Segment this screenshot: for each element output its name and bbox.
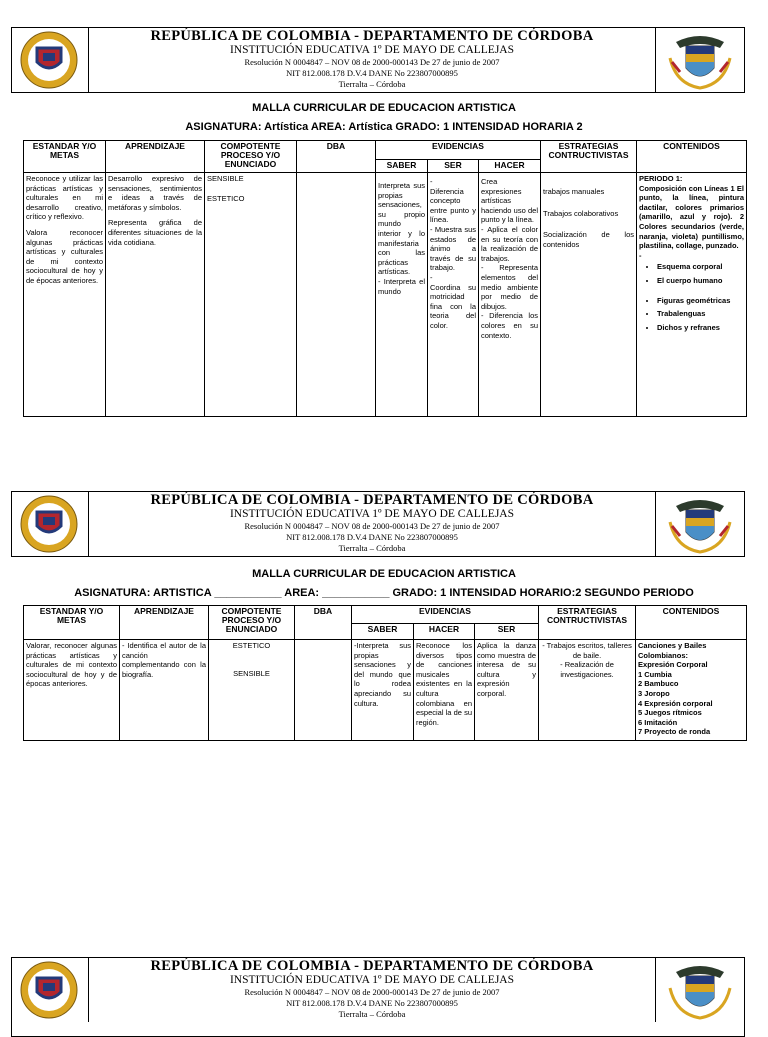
contenidos-list <box>639 262 744 332</box>
col-ser: SER <box>428 160 479 173</box>
list-item: • Dichos y refranes <box>657 323 744 333</box>
col-aprendizaje: APRENDIZAJE <box>106 141 205 173</box>
cell-hacer: Crea expresiones artísticas haciendo uso del punto y la línea. - Aplica el color en su teoría con la realización de trabajos. - Representa elementos del medio ambiente por medio de dibujos. - Diferencia los colores en su contexto. <box>479 173 541 417</box>
cell-aprendizaje: - Identifica el autor de la canción complementando con la biografía. <box>120 640 209 741</box>
estandar-2: Valora reconocer algunas prácticas artísticas y culturales de mi contexto sociocultural de hoy y de épocas anteriores. <box>26 227 103 285</box>
letterhead-1 <box>11 27 745 93</box>
estandar-1: Reconoce y utilizar las prácticas artísticas y culturales en mi desarrollo creativo, crítico y reflexivo. <box>26 174 103 222</box>
letterhead-town: Tierralta – Córdoba <box>338 79 406 89</box>
estrategia-1: trabajos manuales <box>543 187 605 196</box>
letterhead-resolution: Resolución N 0004847 – NOV 08 de 2000-000143 De 27 de junio de 2007 <box>244 57 500 67</box>
letterhead-resolution: Resolución N 0004847 – NOV 08 de 2000-000143 De 27 de junio de 2007 <box>244 521 500 531</box>
col-hacer: HACER <box>479 160 541 173</box>
cell-ser: Aplica la danza como muestra de interesa de su cultura y expresión corporal. <box>475 640 539 741</box>
list-item: • Trabalenguas <box>657 309 744 319</box>
compotente-1: SENSIBLE <box>207 174 244 183</box>
cell-ser: - Diferencia concepto entre punto y línea. - Muestra sus estados de ánimo a través de su trabajo. - Coordina su motricidad fina con la teoria del color. <box>428 173 479 417</box>
cell-estandar: Valorar, reconocer algunas prácticas artísticas y culturales de mi contexto sociocultural de hoy y de épocas anteriores. <box>24 640 120 741</box>
list-item: • El cuerpo humano <box>657 276 744 286</box>
col-compotente: COMPOTENTE PROCESO Y/O ENUNCIADO <box>205 141 297 173</box>
letterhead-title: REPÚBLICA DE COLOMBIA - DEPARTAMENTO DE CÓRDOBA <box>150 958 594 974</box>
section1-subtitle: ASIGNATURA: Artística AREA: Artística GRADO: 1 INTENSIDAD HORARIA 2 <box>185 121 583 133</box>
section1-title: MALLA CURRICULAR DE EDUCACION ARTISTICA <box>252 102 516 114</box>
letterhead-institution: INSTITUCIÓN EDUCATIVA 1º DE MAYO DE CALLEJAS <box>229 974 515 986</box>
school-seal-logo <box>12 958 89 1022</box>
cell-contenidos <box>637 173 747 417</box>
colombia-coat-of-arms-icon <box>655 958 744 1022</box>
cell-saber: Interpreta sus propias sensaciones, su propio mundo interior y lo manifestaria con las prácticas artísticas. - Interpreta el mundo <box>376 173 428 417</box>
col-estrategias: ESTRATEGIAS CONTRUCTIVISTAS <box>541 141 637 173</box>
letterhead-institution: INSTITUCIÓN EDUCATIVA 1º DE MAYO DE CALLEJAS <box>229 508 515 520</box>
col-ser: SER <box>475 624 539 640</box>
cell-aprendizaje <box>106 173 205 417</box>
cell-saber: -Interpreta sus propias sensaciones y del mundo que lo rodea apreciando su cultura. <box>352 640 414 741</box>
cell-estrategias <box>541 173 637 417</box>
col-estandar: ESTANDAR Y/O METAS <box>24 141 106 173</box>
compotente-2: ESTETICO <box>207 193 245 203</box>
letterhead-3 <box>11 957 745 1037</box>
school-seal-logo <box>12 28 89 92</box>
letterhead-nit: NIT 812.008.178 D.V.4 DANE No 223807000895 <box>286 532 458 542</box>
col-evidencias: EVIDENCIAS <box>376 141 541 160</box>
col-aprendizaje: APRENDIZAJE <box>120 606 209 640</box>
letterhead-town: Tierralta – Córdoba <box>338 1009 406 1019</box>
aprendizaje-2: Representa gráfica de diferentes situaciones de la vida cotidiana. <box>108 218 202 247</box>
letterhead-institution: INSTITUCIÓN EDUCATIVA 1º DE MAYO DE CALLEJAS <box>229 44 515 56</box>
cell-estrategias: - Trabajos escritos, talleres de baile. - Realización de investigaciones. <box>539 640 636 741</box>
colombia-coat-of-arms-icon <box>655 28 744 92</box>
col-compotente: COMPOTENTE PROCESO Y/O ENUNCIADO <box>209 606 295 640</box>
letterhead-title: REPÚBLICA DE COLOMBIA - DEPARTAMENTO DE CÓRDOBA <box>150 28 594 44</box>
school-seal-logo <box>12 492 89 556</box>
colombia-coat-of-arms-icon <box>655 492 744 556</box>
cell-dba <box>295 640 352 741</box>
cell-hacer: Reconoce los diversos tipos de canciones musicales existentes en la cultura colombiana en especial la de su región. <box>414 640 475 741</box>
col-dba: DBA <box>297 141 376 173</box>
col-hacer: HACER <box>414 624 475 640</box>
letterhead-2 <box>11 491 745 557</box>
col-dba: DBA <box>295 606 352 640</box>
cell-compotente <box>209 640 295 741</box>
col-contenidos: CONTENIDOS <box>637 141 747 173</box>
cell-dba <box>297 173 376 417</box>
aprendizaje-1: Desarrollo expresivo de sensaciones, sentimientos e ideas a través de metáforas y símbolos. <box>108 174 202 212</box>
section2-subtitle: ASIGNATURA: ARTISTICA ___________ AREA: ___________ GRADO: 1 INTENSIDAD HORARIO:2 SEGUNDO PERIODO <box>74 587 694 599</box>
estrategia-2: Trabajos colaborativos <box>543 208 619 218</box>
col-estrategias: ESTRATEGIAS CONTRUCTIVISTAS <box>539 606 636 640</box>
list-item: • Esquema corporal <box>657 262 744 272</box>
estrategia-3: Socialización de los contenidos <box>543 230 635 249</box>
col-contenidos: CONTENIDOS <box>636 606 747 640</box>
list-item: • Figuras geométricas <box>657 296 744 306</box>
cell-contenidos: Canciones y Bailes Colombianos: Expresión Corporal 1 Cumbia 2 Bambuco 3 Joropo 4 Expresión corporal 5 Juegos rítmicos 6 Imitación 7 Proyecto de ronda <box>636 640 747 741</box>
col-saber: SABER <box>352 624 414 640</box>
curriculum-table-1 <box>23 140 747 417</box>
cell-estandar <box>24 173 106 417</box>
curriculum-table-2 <box>23 605 747 741</box>
col-saber: SABER <box>376 160 428 173</box>
col-estandar: ESTANDAR Y/O METAS <box>24 606 120 640</box>
letterhead-title: REPÚBLICA DE COLOMBIA - DEPARTAMENTO DE CÓRDOBA <box>150 492 594 508</box>
letterhead-resolution: Resolución N 0004847 – NOV 08 de 2000-000143 De 27 de junio de 2007 <box>244 987 500 997</box>
letterhead-nit: NIT 812.008.178 D.V.4 DANE No 223807000895 <box>286 998 458 1008</box>
contenidos-intro: PERIODO 1: Composición con Líneas 1 El punto, la línea, pintura dactilar, colores primarios (amarillo, azul y rojo). 2 Colores secundarios (verde, naranja, violeta) puntillismo, plastilina, collage, punzado. - <box>639 174 745 260</box>
col-evidencias: EVIDENCIAS <box>352 606 539 624</box>
letterhead-town: Tierralta – Córdoba <box>338 543 406 553</box>
compotente-2: SENSIBLE <box>233 668 270 678</box>
compotente-1: ESTETICO <box>232 641 271 650</box>
section2-title: MALLA CURRICULAR DE EDUCACION ARTISTICA <box>252 568 516 580</box>
letterhead-nit: NIT 812.008.178 D.V.4 DANE No 223807000895 <box>286 68 458 78</box>
cell-compotente <box>205 173 297 417</box>
